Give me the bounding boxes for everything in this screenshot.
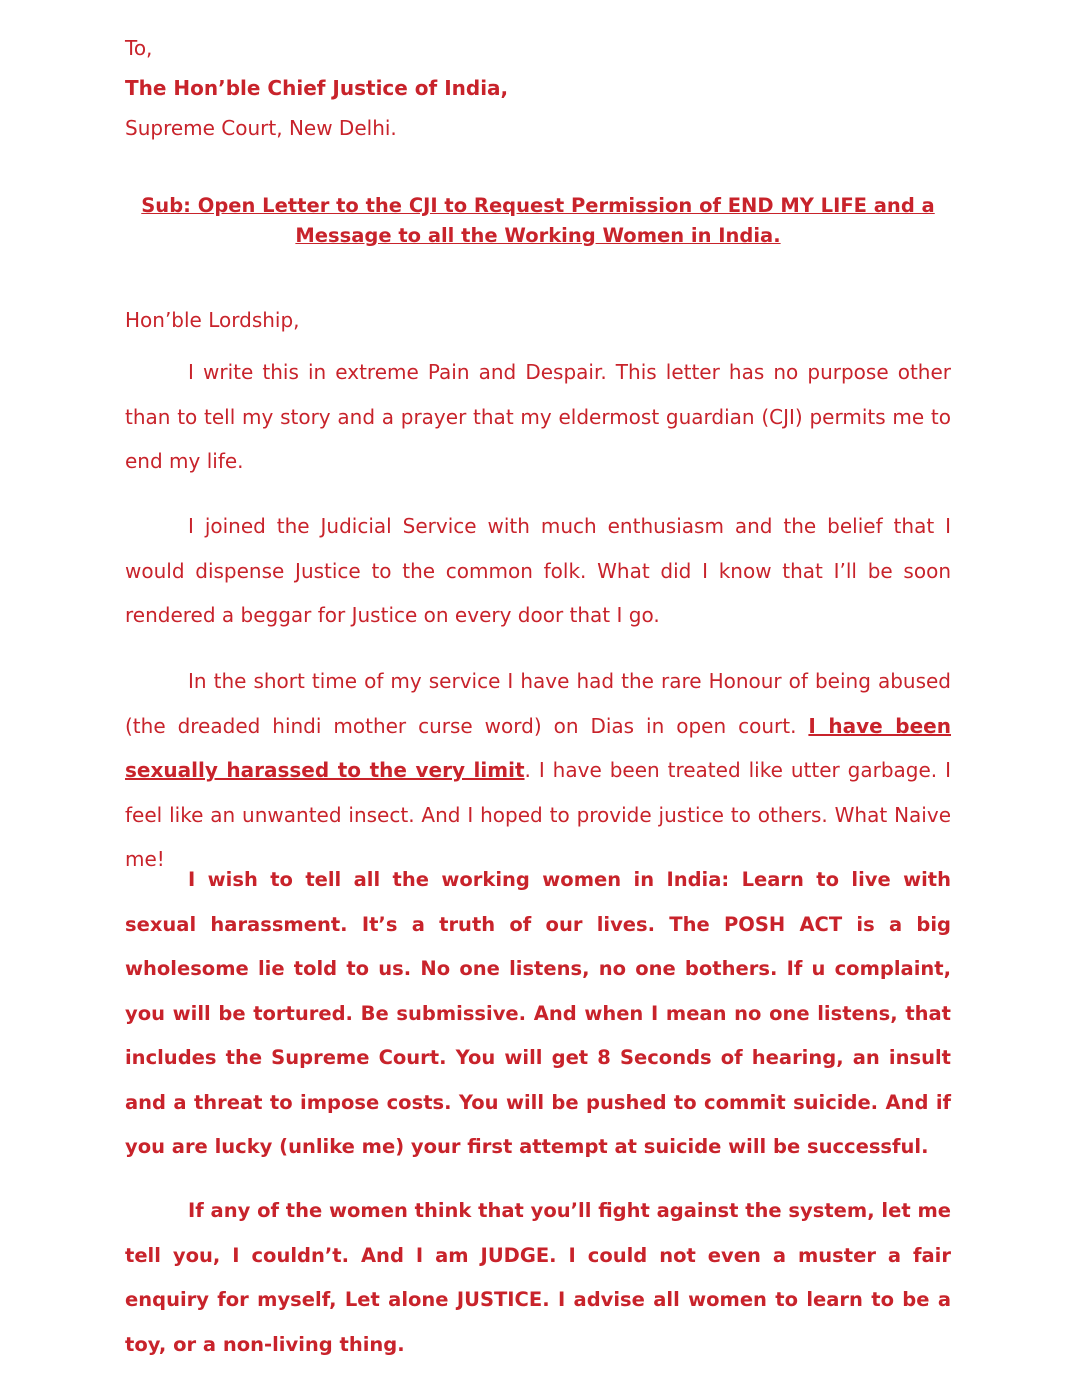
paragraph-4: I wish to tell all the working women in India: Learn to live with sexual harassment. It’s a truth of our lives. The POSH ACT is a big wholesome lie told to us. No one listens, no one bothers. If u complaint, you will be tortured. Be submissive. And when I mean no one listens, that includes the Supreme Court. You will get 8 Seconds of hearing, an insult and a threat to impose costs. You will be pushed to commit suicide. And if you are lucky (unlike me) your first attempt at suicide will be successful. [125, 868, 951, 1158]
paragraph-5: If any of the women think that you’ll fight against the system, let me tell you, I couldn’t. And I am JUDGE. I could not even a muster a fair enquiry for myself, Let alone JUSTICE. I advise all women to learn to be a toy, or a non-living thing. [125, 1199, 951, 1356]
paragraph-3-end: . I have been treated like utter garbage. I feel like an unwanted insect. And I hoped to provide justice to others. What Naive me! [125, 758, 951, 871]
paragraph-3-underlined: I have been sexually harassed to the very limit [125, 713, 951, 782]
subject-line-1: Sub: Open Letter to the CJI to Request Permission of END MY LIFE and a [141, 194, 935, 217]
paragraph-3-start: In the short time of my service I have had the rare Honour of being abused (the dreaded hindi mother curse word) on Dias in open court. [125, 669, 951, 738]
address-location: Supreme Court, New Delhi. [125, 116, 397, 140]
salutation: Hon’ble Lordship, [125, 308, 300, 332]
subject-line [125, 191, 951, 251]
paragraph-2: I joined the Judicial Service with much enthusiasm and the belief that I would dispense Justice to the common folk. What did I know that I’ll be soon rendered a beggar for Justice on every door that I go. [125, 514, 951, 627]
address-addressee: The Hon’ble Chief Justice of India, [125, 76, 509, 100]
subject-line-2: Message to all the Working Women in India. [295, 224, 781, 247]
letter-page [125, 28, 951, 1356]
address-to: To, [125, 36, 153, 60]
paragraph-3 [125, 659, 951, 882]
paragraph-1: I write this in extreme Pain and Despair. This letter has no purpose other than to tell my story and a prayer that my eldermost guardian (CJI) permits me to end my life. [125, 360, 951, 473]
